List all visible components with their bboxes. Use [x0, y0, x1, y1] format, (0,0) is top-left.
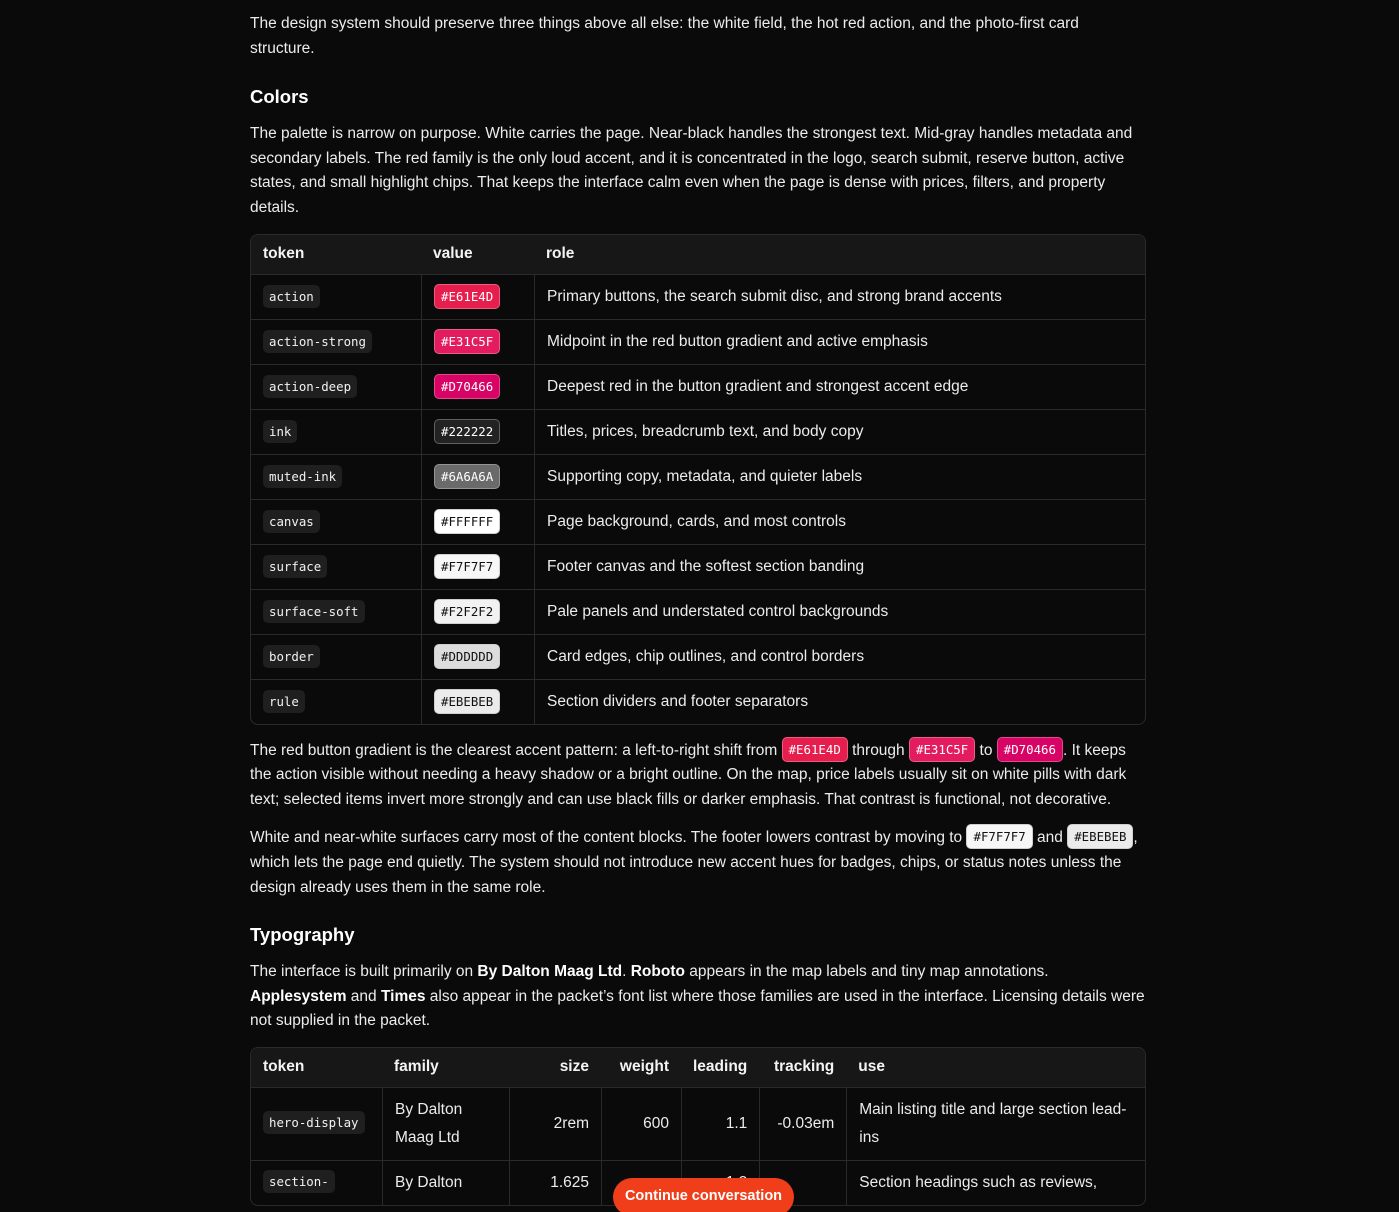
col-header-size: size: [509, 1048, 601, 1087]
color-swatch: #DDDDDD: [434, 644, 500, 669]
token-cell: [251, 1160, 382, 1205]
value-cell: [421, 454, 534, 499]
surface-text-1: White and near-white surfaces carry most of the content blocks. The footer lowers contrast by moving to: [250, 829, 967, 847]
col-header-token: token: [251, 1048, 382, 1087]
table-row: [251, 1087, 1145, 1160]
token-code: section-: [263, 1170, 335, 1193]
col-header-family: family: [382, 1048, 509, 1087]
intro-paragraph: The design system should preserve three things above all else: the white field, the hot red action, and the photo-first card structure.: [250, 15, 1079, 57]
table-row: [251, 364, 1145, 409]
colors-paragraph: The palette is narrow on purpose. White carries the page. Near-black handles the strongest text. Mid-gray handles metadata and secondary labels. The red family is the only loud accent, and it is concentrated in the logo, search submit, reserve button, active states, and small highlight chips. That keeps the interface calm even when the page is dense with prices, filters, and property details.: [250, 125, 1133, 216]
role-cell: Titles, prices, breadcrumb text, and body copy: [534, 409, 1145, 454]
color-swatch: #FFFFFF: [434, 509, 500, 534]
token-code: action-deep: [263, 375, 357, 398]
col-header-tracking: tracking: [759, 1048, 846, 1087]
token-code: surface-soft: [263, 600, 365, 623]
token-cell: [251, 679, 421, 724]
color-swatch: #E31C5F: [434, 329, 500, 354]
table-row: [251, 679, 1145, 724]
token-code: border: [263, 645, 320, 668]
typo-text-2: .: [622, 963, 631, 981]
value-cell: [421, 589, 534, 634]
role-cell: Page background, cards, and most controls: [534, 499, 1145, 544]
inline-color-chip: #E31C5F: [909, 737, 975, 762]
token-code: action: [263, 285, 320, 308]
gradient-text-3: to: [975, 741, 997, 759]
role-cell: Primary buttons, the search submit disc, and strong brand accents: [534, 274, 1145, 319]
value-cell: [421, 499, 534, 544]
gradient-text-4: . It keeps the action visible without needing a heavy shadow or a bright outline. On the map, price labels usually sit on white pills with dark text; selected items invert more strongly and can use black fills or darker emphasis. That contrast is functional, not decorative.: [250, 741, 1127, 808]
col-header-value: value: [421, 235, 534, 274]
gradient-text-2: through: [847, 741, 909, 759]
inline-color-chip: #F7F7F7: [966, 824, 1032, 849]
color-swatch: #F2F2F2: [434, 599, 500, 624]
typo-text-4: and: [346, 987, 381, 1005]
token-cell: [251, 1087, 382, 1160]
value-cell: [421, 364, 534, 409]
value-cell: [421, 544, 534, 589]
weight-cell: 600: [601, 1087, 681, 1160]
value-cell: [421, 679, 534, 724]
leading-cell: 1.1: [681, 1087, 759, 1160]
table-row: [251, 409, 1145, 454]
table-row: [251, 544, 1145, 589]
token-code: ink: [263, 420, 297, 443]
token-code: rule: [263, 690, 305, 713]
color-swatch: #EBEBEB: [434, 689, 500, 714]
value-cell: [421, 634, 534, 679]
role-cell: Section dividers and footer separators: [534, 679, 1145, 724]
inline-color-chip: #E61E4D: [782, 737, 848, 762]
table-row: [251, 634, 1145, 679]
col-header-weight: weight: [601, 1048, 681, 1087]
typo-text-1: The interface is built primarily on: [250, 963, 478, 981]
token-cell: [251, 274, 421, 319]
table-row: [251, 499, 1145, 544]
token-cell: [251, 319, 421, 364]
typography-heading: Typography: [250, 924, 355, 946]
token-cell: [251, 544, 421, 589]
token-code: canvas: [263, 510, 320, 533]
value-cell: [421, 319, 534, 364]
surface-text-2: and: [1032, 829, 1068, 847]
inline-color-chip: #D70466: [997, 737, 1063, 762]
value-cell: [421, 274, 534, 319]
typo-text-5: also appear in the packet’s font list where those families are used in the interface. Licensing details were not supplied in the packet.: [250, 987, 1145, 1030]
size-cell: 2rem: [509, 1087, 601, 1160]
col-header-leading: leading: [681, 1048, 759, 1087]
role-cell: Deepest red in the button gradient and strongest accent edge: [534, 364, 1145, 409]
use-cell: Section headings such as reviews,: [846, 1160, 1145, 1205]
col-header-token: token: [251, 235, 421, 274]
font-name: Roboto: [630, 963, 685, 981]
color-swatch: #D70466: [434, 374, 500, 399]
gradient-text-1: The red button gradient is the clearest accent pattern: a left-to-right shift from: [250, 741, 782, 759]
token-code: muted-ink: [263, 465, 342, 488]
table-row: [251, 589, 1145, 634]
color-swatch: #222222: [434, 419, 500, 444]
font-name: Times: [380, 987, 426, 1005]
tracking-cell: -0.03em: [759, 1087, 846, 1160]
use-cell: Main listing title and large section lead-ins: [846, 1087, 1145, 1160]
colors-heading: Colors: [250, 86, 309, 108]
token-cell: [251, 589, 421, 634]
value-cell: [421, 409, 534, 454]
table-row: [251, 454, 1145, 499]
size-cell: 1.625: [509, 1160, 601, 1205]
token-cell: [251, 634, 421, 679]
family-cell: By Dalton Maag Ltd: [382, 1087, 509, 1160]
continue-conversation-button[interactable]: Continue conversation: [613, 1178, 794, 1212]
table-row: [251, 319, 1145, 364]
table-row: [251, 274, 1145, 319]
surface-text-3: , which lets the page end quietly. The system should not introduce new accent hues for badges, chips, or status notes unless the design already uses them in the same role.: [250, 829, 1138, 896]
color-swatch: #E61E4D: [434, 284, 500, 309]
gradient-paragraph: [250, 737, 1146, 813]
role-cell: Card edges, chip outlines, and control borders: [534, 634, 1145, 679]
typo-text-3: appears in the map labels and tiny map annotations.: [684, 963, 1049, 981]
col-header-use: use: [846, 1048, 1145, 1087]
token-cell: [251, 454, 421, 499]
token-code: hero-display: [263, 1111, 365, 1134]
font-name: Applesystem: [250, 987, 347, 1005]
role-cell: Pale panels and understated control backgrounds: [534, 589, 1145, 634]
col-header-role: role: [534, 235, 1145, 274]
token-cell: [251, 499, 421, 544]
token-cell: [251, 409, 421, 454]
color-swatch: #F7F7F7: [434, 554, 500, 579]
token-code: surface: [263, 555, 327, 578]
role-cell: Supporting copy, metadata, and quieter labels: [534, 454, 1145, 499]
role-cell: Midpoint in the red button gradient and active emphasis: [534, 319, 1145, 364]
document-content: [250, 12, 1146, 1206]
token-code: action-strong: [263, 330, 372, 353]
role-cell: Footer canvas and the softest section banding: [534, 544, 1145, 589]
surface-paragraph: [250, 824, 1146, 900]
family-cell: By Dalton: [382, 1160, 509, 1205]
colors-table-header: [251, 235, 1145, 274]
inline-color-chip: #EBEBEB: [1067, 824, 1133, 849]
token-cell: [251, 364, 421, 409]
colors-table: [250, 234, 1146, 725]
color-swatch: #6A6A6A: [434, 464, 500, 489]
typography-table-header: [251, 1048, 1145, 1087]
font-name: By Dalton Maag Ltd: [477, 963, 623, 981]
typography-paragraph: [250, 960, 1146, 1034]
